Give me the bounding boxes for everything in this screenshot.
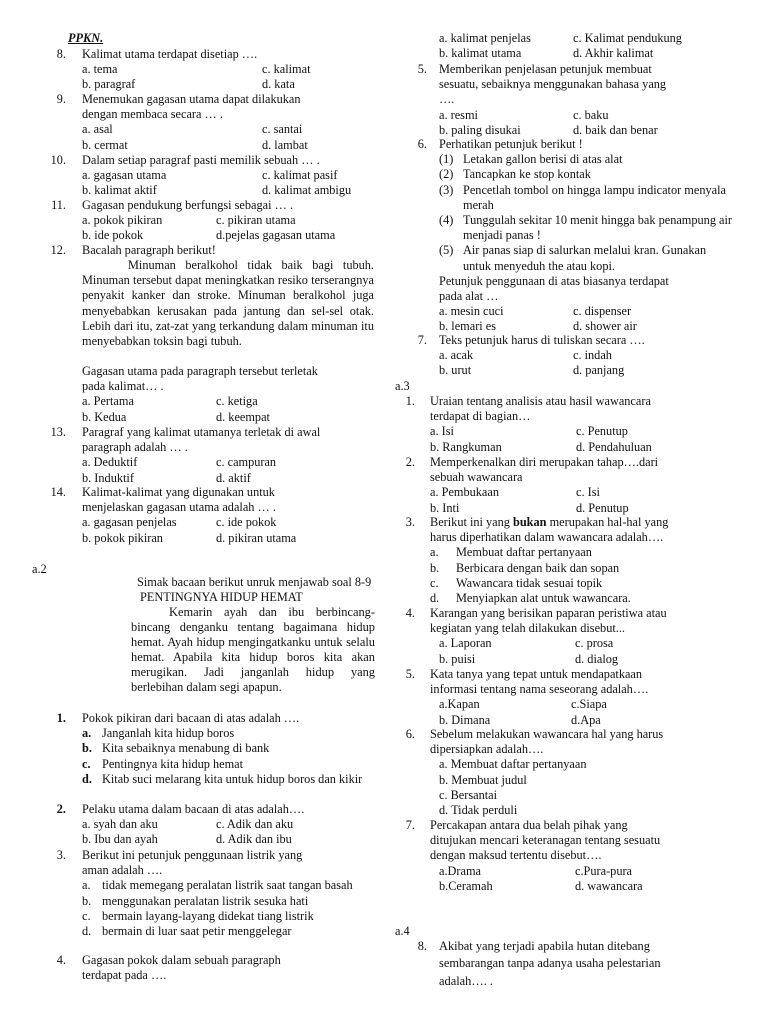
options (430, 485, 743, 515)
options (82, 62, 380, 92)
question-stem: Menemukan gagasan utama dapat dilakukan (82, 92, 301, 106)
question-stem: harus diperhatikan dalam wawancara adalah…. (430, 530, 664, 545)
option: c.Pura-pura (575, 863, 633, 878)
reading-question-2 (28, 802, 380, 848)
option: a.Drama (439, 863, 481, 878)
reading-question-1 (28, 711, 380, 787)
list-item (82, 772, 372, 787)
list-item (430, 545, 730, 560)
question-number: 3. (405, 515, 415, 529)
reading-paragraph: Kemarin ayah dan ibu berbincang-bincang denganku tentang bagaimana hidup hemat. Ayah hidup mengingatkanku untuk selalu hemat. Apabila kita hidup boros kita akan merugikan. Jadi janganlah hidup yang berlebihan dalam segi apapun. (131, 605, 375, 695)
question-stem: aman adalah …. (82, 863, 163, 878)
question-stem: Memperkenalkan diri merupakan tahap….dari (430, 455, 659, 469)
question-7 (393, 333, 743, 379)
options (430, 424, 743, 454)
question-number: 8. (56, 47, 66, 61)
option: d. baik dan benar (573, 122, 658, 137)
question-stem: Teks petunjuk harus di tuliskan secara …. (439, 333, 645, 347)
a3-question-4 (393, 606, 743, 667)
options (439, 304, 743, 334)
question-number: 11. (51, 198, 66, 212)
option: b. ide pokok (82, 228, 144, 243)
options (82, 213, 380, 243)
options (82, 515, 380, 545)
option: c.Siapa (571, 697, 607, 712)
list-text: Kitab suci melarang kita untuk hidup boros dan kikir (102, 771, 363, 786)
list-text: tidak memegang peralatan listrik saat tangan basah (102, 878, 353, 893)
question-14 (28, 485, 380, 546)
reading-question-3 (28, 848, 380, 939)
question-stem: Percakapan antara dua belah pihak yang (430, 818, 628, 832)
question-stem: Akibat yang terjadi apabila hutan ditebang (439, 939, 650, 953)
option: b. Membuat judul (439, 772, 527, 787)
question-stem: Gagasan pokok dalam sebuah paragraph (82, 953, 281, 967)
question-stem: Paragraf yang kalimat utamanya terletak di awal (82, 425, 321, 439)
question-stem: Kalimat utama terdapat disetiap …. (82, 47, 258, 61)
option: c. Adik dan aku (216, 817, 294, 832)
list-marker: a. (430, 545, 439, 560)
question-number: 8. (417, 939, 427, 953)
question-stem: dipersiapkan adalah…. (430, 742, 544, 757)
option: b. Rangkuman (430, 439, 502, 454)
question-stem: sembarangan tanpa adanya usaha pelestarian (439, 956, 661, 971)
options (439, 697, 743, 727)
option: a. tema (82, 62, 118, 77)
option: d. lambat (262, 137, 308, 152)
option: a. mesin cuci (439, 304, 504, 319)
a3-question-3 (393, 515, 743, 606)
question-number: 2. (56, 802, 66, 816)
option: c. kalimat (262, 62, 311, 77)
list-item (430, 561, 730, 576)
question-10 (28, 153, 380, 199)
options (439, 31, 768, 61)
question-number: 2. (405, 455, 415, 469)
option: a. gagasan penjelas (82, 515, 177, 530)
question-number: 6. (405, 727, 415, 741)
question-stem: Pokok pikiran dari bacaan di atas adalah …. (82, 711, 300, 725)
option: c. Bersantai (439, 787, 498, 802)
options (82, 122, 380, 152)
question-stem: Gagasan pendukung berfungsi sebagai … . (82, 198, 294, 212)
options (82, 726, 372, 787)
question-11 (28, 198, 380, 244)
list-text: Letakan gallon berisi di atas alat (463, 152, 623, 167)
a3-question-1 (393, 394, 743, 455)
list-item (430, 576, 730, 591)
question-stem: Berikut ini petunjuk penggunaan listrik yang (82, 848, 303, 862)
option: c. kalimat pasif (262, 168, 338, 183)
question-stem: Petunjuk penggunaan di atas biasanya terdapat (439, 273, 669, 288)
question-stem: sebuah wawancara (430, 470, 523, 485)
list-marker: b. (430, 560, 440, 575)
list-text: bermain layang-layang didekat tiang listrik (102, 908, 314, 923)
option: d. dialog (575, 651, 619, 666)
list-item (82, 924, 372, 939)
question-number: 14. (50, 485, 66, 499)
option: d. pikiran utama (216, 530, 297, 545)
steps-list (439, 152, 734, 274)
option: d. Tidak perduli (439, 803, 518, 818)
options (82, 455, 380, 485)
list-text: bermain di luar saat petir menggelegar (102, 924, 292, 939)
question-stem: dengan maksud tertentu disebut…. (430, 848, 602, 863)
list-marker: (4) (439, 213, 454, 228)
question-stem: Berikut ini yang bukan merupakan hal-hal yang (430, 515, 669, 529)
question-number: 13. (50, 425, 66, 439)
option: c. prosa (575, 636, 614, 651)
option: d. kalimat ambigu (262, 183, 352, 198)
a3-question-5 (393, 667, 743, 728)
list-text: Menyiapkan alat untuk wawancara. (456, 591, 631, 606)
option: b. Kedua (82, 409, 127, 424)
option: a. pokok pikiran (82, 213, 163, 228)
question-number: 4. (56, 953, 66, 967)
options (439, 636, 743, 666)
option: a. kalimat penjelas (439, 31, 531, 45)
option: c. pikiran utama (216, 213, 296, 228)
question-number: 10. (50, 153, 66, 167)
reading-question-4 (28, 953, 380, 983)
list-text: Janganlah kita hidup boros (102, 726, 235, 741)
question-stem: paragraph adalah … . (82, 440, 188, 455)
list-item (439, 213, 734, 243)
option: b.Ceramah (439, 878, 493, 893)
option: d. Adik dan ibu (216, 832, 292, 847)
list-item (82, 909, 372, 924)
section-label: a.4 (395, 924, 410, 938)
option: d.pejelas gagasan utama (216, 228, 336, 243)
question-number: 5. (405, 667, 415, 681)
question-number: 3. (56, 848, 66, 862)
question-stem: Pelaku utama dalam bacaan di atas adalah…. (82, 802, 305, 816)
list-item (82, 741, 372, 756)
option: a. Isi (430, 424, 454, 439)
question-stem: Kata tanya yang tepat untuk mendapatkaan (430, 667, 643, 681)
question-stem: dengan membaca secara … . (82, 107, 223, 122)
options (82, 394, 380, 424)
a3-question-2 (393, 455, 743, 516)
list-marker: (5) (439, 243, 454, 258)
question-stem: Sebelum melakukan wawancara hal yang harus (430, 727, 664, 741)
list-text: Pencetlah tombol on hingga lampu indicator menyala merah (463, 182, 726, 212)
option: b. pokok pikiran (82, 530, 163, 545)
option: a. syah dan aku (82, 817, 158, 832)
question-stem: Dalam setiap paragraf pasti memilik sebuah … . (82, 153, 320, 167)
list-marker: d. (82, 771, 92, 786)
option: c. baku (573, 107, 609, 122)
option: a.Kapan (439, 697, 480, 712)
list-text: Air panas siap di salurkan melalui kran. Gunakan untuk menyeduh the atau kopi. (463, 243, 707, 273)
reading-intro: Simak bacaan berikut unruk menjawab soal 8-9 (137, 575, 372, 589)
list-text: menggunakan peralatan listrik sesuka hati (102, 893, 309, 908)
options (439, 348, 743, 378)
option: d. keempat (216, 409, 270, 424)
list-text: Pentingnya kita hidup hemat (102, 756, 244, 771)
list-marker: b. (82, 741, 92, 756)
options (82, 817, 380, 847)
option: b. cermat (82, 137, 128, 152)
option: c. Isi (576, 485, 600, 500)
option: b. Inti (430, 500, 460, 515)
option: c. dispenser (573, 304, 632, 319)
options (430, 545, 730, 606)
option: b. Induktif (82, 470, 134, 485)
option: c. santai (262, 122, 303, 137)
question-stem: Bacalah paragraph berikut! (82, 243, 216, 257)
question-stem: menjelaskan gagasan utama adalah … . (82, 500, 276, 515)
option: d. shower air (573, 319, 637, 334)
question-number: 4. (405, 606, 415, 620)
question-13 (28, 425, 380, 486)
option: d. panjang (573, 363, 625, 378)
list-marker: c. (430, 575, 439, 590)
q12-paragraph: Minuman beralkohol tidak baik bagi tubuh. Minuman tersebut dapat meningkatkan resiko terserangnya penyakit kanker dan stroke. Minuman beralkohol juga menyebabkan kerusakan pada jantung dan sel-sel otak. Lebih dari itu, zat-zat yang terkandung dalam minuman itu menyebabkan toksin bagi tubuh. (82, 258, 374, 349)
option: b. urut (439, 363, 472, 378)
list-marker: a. (82, 878, 91, 893)
option: b. puisi (439, 651, 476, 666)
emphasis: bukan (513, 515, 547, 529)
list-marker: (1) (439, 152, 454, 167)
option: d.Apa (571, 712, 601, 727)
question-stem: kegiatan yang telah dilakukan disebut... (430, 621, 625, 636)
question-number: 12. (50, 243, 66, 257)
options (82, 168, 380, 198)
option: b. paragraf (82, 77, 136, 92)
question-stem: Karangan yang berisikan paparan peristiwa atau (430, 606, 667, 620)
option: a. Deduktif (82, 455, 138, 470)
option: a. Pembukaan (430, 485, 499, 500)
option: a. gagasan utama (82, 168, 167, 183)
question-stem: Kalimat-kalimat yang digunakan untuk (82, 485, 275, 499)
option: d. Penutup (576, 500, 629, 515)
option: a. acak (439, 348, 474, 363)
option: c. ketiga (216, 394, 258, 409)
option: d. Pendahuluan (576, 439, 652, 454)
options (439, 108, 743, 138)
option: b. lemari es (439, 319, 497, 334)
question-number: 7. (417, 333, 427, 347)
list-marker: c. (82, 908, 91, 923)
option: d. wawancara (575, 878, 643, 893)
option: a. Laporan (439, 636, 492, 651)
list-item (439, 183, 734, 213)
list-marker: (3) (439, 182, 454, 197)
option: a. Membuat daftar pertanyaan (439, 757, 587, 772)
list-item (439, 167, 734, 182)
list-marker: c. (82, 756, 91, 771)
options (439, 757, 743, 818)
question-stem: sesuatu, sebaiknya menggunakan bahasa yang (439, 77, 667, 92)
list-marker: d. (82, 924, 92, 939)
question-number: 6. (417, 137, 427, 151)
question-6 (393, 137, 743, 335)
reading-title: PENTINGNYA HIDUP HEMAT (140, 590, 303, 604)
option: b. Dimana (439, 712, 491, 727)
question-9 (28, 92, 380, 153)
list-marker: b. (82, 893, 92, 908)
question-stem: informasi tentang nama seseorang adalah…. (430, 682, 649, 697)
question-stem: pada kalimat… . (82, 379, 164, 394)
option: b. kalimat utama (439, 46, 522, 61)
list-marker: (2) (439, 167, 454, 182)
question-stem: Gagasan utama pada paragraph tersebut terletak (82, 364, 318, 378)
question-8 (28, 47, 380, 93)
option: b. kalimat aktif (82, 183, 157, 198)
question-stem: ditujukan mencari keteranagan tentang sesuatu (430, 833, 661, 848)
question-stem: pada alat … (439, 289, 499, 304)
question-stem: Memberikan penjelasan petunjuk membuat (439, 62, 652, 76)
option: c. Penutup (576, 424, 628, 439)
question-stem: terdapat pada …. (82, 968, 167, 983)
question-stem: Perhatikan petunjuk berikut ! (439, 137, 583, 151)
a3-question-6 (393, 727, 743, 818)
option: a. asal (82, 122, 113, 137)
options (82, 878, 372, 939)
option: c. ide pokok (216, 515, 277, 530)
question-5 (393, 62, 743, 138)
option: b. paling disukai (439, 122, 521, 137)
options (439, 864, 743, 894)
option: c. indah (573, 348, 612, 363)
question-number: 5. (417, 62, 427, 76)
option: d. aktif (216, 470, 251, 485)
q12-tail (28, 364, 380, 425)
option: c. Kalimat pendukung (573, 31, 682, 45)
list-text: Kita sebaiknya menabung di bank (102, 741, 270, 756)
section-label: a.3 (395, 379, 410, 393)
list-text: Membuat daftar pertanyaan (456, 545, 592, 560)
question-12 (28, 243, 380, 258)
option: b. Ibu dan ayah (82, 832, 158, 847)
question-number: 9. (56, 92, 66, 106)
list-item (430, 591, 730, 606)
list-item (82, 878, 372, 893)
option: a. Pertama (82, 394, 134, 409)
list-text: Tancapkan ke stop kontak (463, 167, 591, 182)
list-marker: a. (82, 726, 92, 741)
question-stem: Uraian tentang analisis atau hasil wawancara (430, 394, 651, 408)
list-item (439, 152, 734, 167)
option: a. resmi (439, 107, 478, 122)
question-number: 1. (56, 711, 66, 725)
list-item (82, 757, 372, 772)
list-text: Tunggulah sekitar 10 menit hingga bak penampung air menjadi panas ! (463, 213, 733, 243)
list-text: Wawancara tidak sesuai topik (456, 575, 603, 590)
list-marker: d. (430, 591, 440, 606)
subject-title: PPKN. (68, 31, 104, 45)
question-number: 7. (405, 818, 415, 832)
question-number: 1. (405, 394, 415, 408)
section-label: a.2 (32, 562, 47, 576)
option: d. kata (262, 77, 295, 92)
list-item (439, 243, 734, 273)
question-stem: …. (439, 92, 455, 107)
list-text: Berbicara dengan baik dan sopan (456, 560, 620, 575)
list-item (82, 726, 372, 741)
list-item (82, 894, 372, 909)
question-stem: terdapat di bagian… (430, 409, 531, 424)
question-stem: adalah…. . (439, 973, 494, 988)
option: c. campuran (216, 455, 277, 470)
option: d. Akhir kalimat (573, 46, 654, 61)
a4-question-8 (393, 938, 743, 990)
a3-question-7 (393, 818, 743, 894)
